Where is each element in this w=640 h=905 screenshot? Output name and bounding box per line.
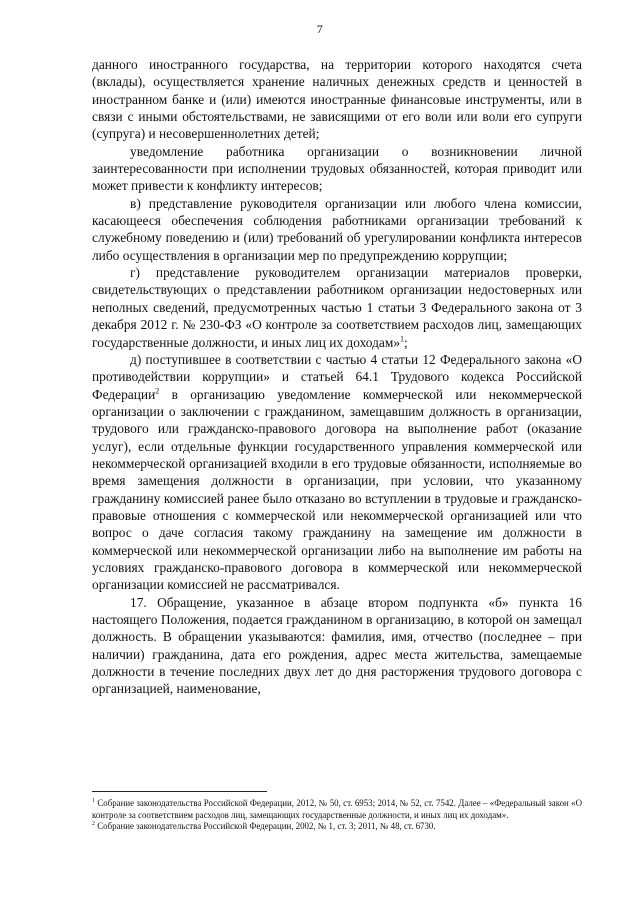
footnote-ref-1: 1 (400, 334, 405, 344)
paragraph-text: д) поступившее в соответствии с частью 4 статьи 12 Федерального закона «О противодействии коррупции» и статьей 64.1 Трудового кодекса Российской Федерации (92, 351, 582, 402)
page-number: 7 (316, 22, 324, 36)
paragraph-text: уведомление работника организации о возникновении личной заинтересованности при исполнении трудовых обязанностей, которая приводит или может привести к конфликту интересов; (92, 143, 582, 194)
body-text (92, 56, 582, 698)
paragraph-17 (92, 594, 582, 698)
paragraph-item-g (92, 264, 582, 351)
paragraph-text: г) представление руководителем организации материалов проверки, свидетельствующих о представлении работником организации недостоверных или неполных сведений, предусмотренных частью 1 статьи 3 Федерального закона от 3 декабря 2012 г. № 230-ФЗ «О контроле за соответствием расходов лиц, замещающих государственные должности, и иных лиц их доходам» (92, 265, 582, 350)
footnote-mark: 1 (92, 798, 95, 805)
footnote-1 (92, 798, 582, 821)
paragraph-item-v (92, 195, 582, 264)
paragraph-continuation (92, 56, 582, 143)
paragraph-text: в) представление руководителя организации или любого члена комиссии, касающееся обеспечения соблюдения работниками организации требований к служебному поведению и (или) требований об урегулировании конфликта интересов либо осуществления в организации мер по предупреждению коррупции; (92, 195, 582, 263)
footnote-separator (92, 791, 267, 792)
footnote-text: Собрание законодательства Российской Федерации, 2002, № 1, ст. 3; 2011, № 48, ст. 6730. (95, 821, 436, 832)
paragraph-item-d (92, 351, 582, 594)
paragraph-notification (92, 143, 582, 195)
paragraph-text-after: в организацию уведомление коммерческой или некоммерческой организации о заключении с гражданином, замещавшим должность в организации, трудового или гражданско-правового договора на выполнение работ (оказание услуг), если отдельные функции государственного управления коммерческой или некоммерческой организацией входили в его трудовые обязанности, исполняемые во время замещения должности в организации, при условии, что указанному гражданину комиссией ранее было отказано во вступлении в трудовые и гражданско-правовые отношения с коммерческой или некоммерческой организацией или что вопрос о даче согласия такому гражданину на замещение им должности в коммерческой или некоммерческой организации либо на выполнение им работы на условиях гражданско-правового договора в коммерческой или некоммерческой организации комиссией не рассматривался. (92, 386, 582, 593)
footnote-2 (92, 821, 582, 833)
paragraph-text-after: ; (404, 334, 408, 350)
paragraph-text: данного иностранного государства, на территории которого находятся счета (вклады), осуществляется хранение наличных денежных средств и ценностей в иностранном банке и (или) имеются иностранные финансовые инструменты, или в связи с иными обстоятельствами, не зависящими от его воли или воли его супруги (супруга) и несовершеннолетних детей; (92, 57, 582, 142)
footnote-ref-2: 2 (155, 386, 160, 396)
footnote-mark: 2 (92, 821, 95, 828)
footnote-text: Собрание законодательства Российской Федерации, 2012, № 50, ст. 6953; 2014, № 52, ст. 7542. Далее – «Федеральный закон «О контроле за соответствием расходов лиц, замещающих государственные должности, и иных лиц их доходам». (92, 798, 582, 820)
footnotes (92, 798, 582, 833)
paragraph-text: 17. Обращение, указанное в абзаце втором подпункта «б» пункта 16 настоящего Положения, подается гражданином в организацию, в которой он замещал должность. В обращении указываются: фамилия, имя, отчество (последнее – при наличии) гражданина, дата его рождения, адрес места жительства, замещаемые должности в течение последних двух лет до дня расторжения трудового договора с организацией, наименование, (92, 594, 582, 697)
